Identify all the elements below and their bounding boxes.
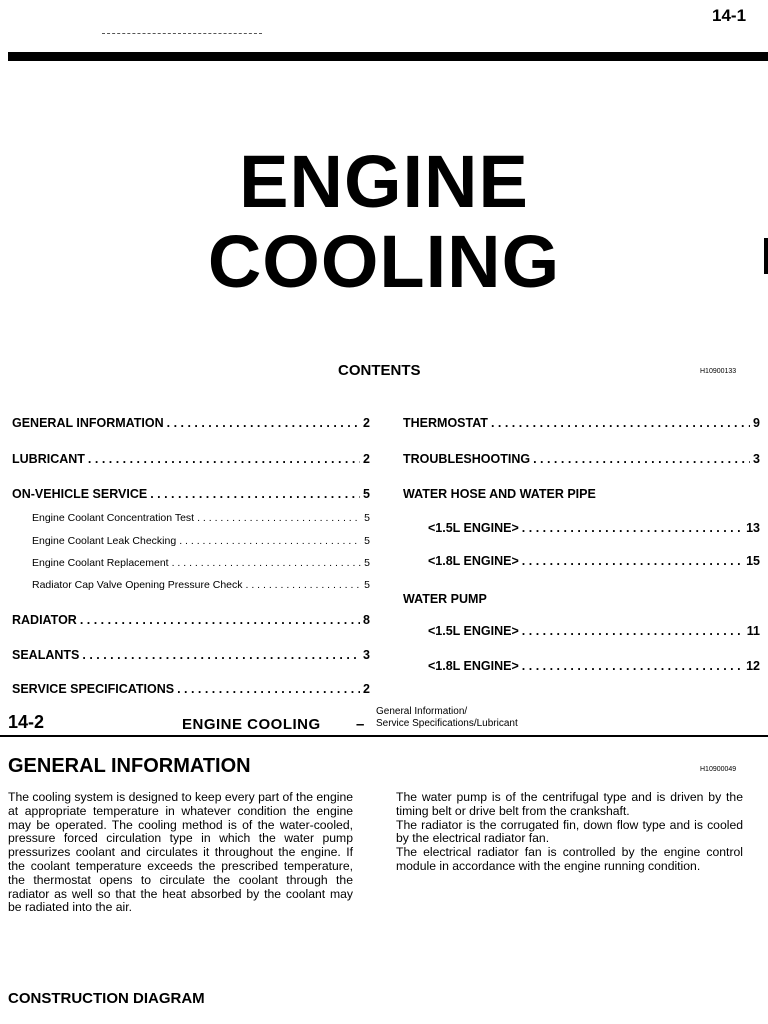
toc-entry[interactable]: TROUBLESHOOTING . . . 3 xyxy=(403,452,760,466)
top-left-mark xyxy=(102,33,262,36)
toc-subentry[interactable]: <1.5L ENGINE> . . . 13 xyxy=(428,521,760,535)
section-title-general-information: GENERAL INFORMATION xyxy=(8,755,251,777)
toc-subentry[interactable]: <1.8L ENGINE> . . . 15 xyxy=(428,554,760,568)
toc-entry[interactable]: SERVICE SPECIFICATIONS . . . 2 xyxy=(12,682,370,696)
toc-subentry[interactable]: Radiator Cap Valve Opening Pressure Check . . . 5 xyxy=(32,579,370,591)
toc-subentry[interactable]: <1.5L ENGINE> . . . 11 xyxy=(428,624,760,638)
toc-entry[interactable]: RADIATOR . . . 8 xyxy=(12,613,370,627)
paragraph-left: The cooling system is designed to keep every part of the engine at appropriate temperature in whatever condition the engine may be operated. The cooling method is of the water-cooled, pressure forced circulation type in which the water pump pressurizes coolant and circulates it throughout the engine. If the coolant temperature exceeds the prescribed temperature, the thermostat opens to circulate the coolant through the radiator as well so that the heat absorbed by the coolant may be radiated into the air. xyxy=(8,790,353,915)
page-two-rule xyxy=(0,735,768,737)
paragraph-right-1: The water pump is of the centrifugal type and is driven by the timing belt or drive belt from the crankshaft. xyxy=(396,790,743,818)
toc-entry[interactable]: SEALANTS . . . 3 xyxy=(12,648,370,662)
paragraph-right xyxy=(396,791,743,874)
section-ref-code: H10900049 xyxy=(700,766,737,773)
page-number-bottom: 14-2 xyxy=(8,712,45,732)
toc-entry[interactable]: WATER HOSE AND WATER PIPE xyxy=(403,487,596,501)
toc-entry[interactable]: ON-VEHICLE SERVICE . . . 5 xyxy=(12,487,370,501)
toc-entry[interactable]: GENERAL INFORMATION . . . 2 xyxy=(12,416,370,430)
toc-subentry[interactable]: Engine Coolant Concentration Test . . . 5 xyxy=(32,512,370,524)
toc-subentry[interactable]: Engine Coolant Replacement . . . 5 xyxy=(32,557,370,569)
paragraph-right-2: The radiator is the corrugated fin, down flow type and is cooled by the electrical radiator fan. xyxy=(396,817,743,846)
contents-ref-code: H10900133 xyxy=(700,368,737,375)
toc-subentry[interactable]: <1.8L ENGINE> . . . 12 xyxy=(428,659,760,673)
chapter-title-line2: COOLING xyxy=(207,220,561,303)
running-subtitle-line2: Service Specifications/Lubricant xyxy=(376,718,518,729)
page-number-top: 14-1 xyxy=(712,6,747,25)
toc-entry[interactable]: THERMOSTAT . . . 9 xyxy=(403,416,760,430)
right-edge-mark xyxy=(764,238,768,274)
section-title-construction-diagram: CONSTRUCTION DIAGRAM xyxy=(8,990,205,1007)
running-title: ENGINE COOLING xyxy=(182,716,321,733)
header-rule xyxy=(8,52,768,61)
running-title-dash: – xyxy=(356,716,365,733)
paragraph-right-3: The electrical radiator fan is controlled by the engine control module in accordance with the engine running condition. xyxy=(396,845,743,873)
toc-subentry[interactable]: Engine Coolant Leak Checking . . . 5 xyxy=(32,535,370,547)
toc-entry[interactable]: WATER PUMP xyxy=(403,592,487,606)
contents-heading: CONTENTS xyxy=(338,362,421,379)
chapter-title-line1: ENGINE xyxy=(239,140,529,223)
running-subtitle-line1: General Information/ xyxy=(376,706,468,717)
toc-entry[interactable]: LUBRICANT . . . 2 xyxy=(12,452,370,466)
